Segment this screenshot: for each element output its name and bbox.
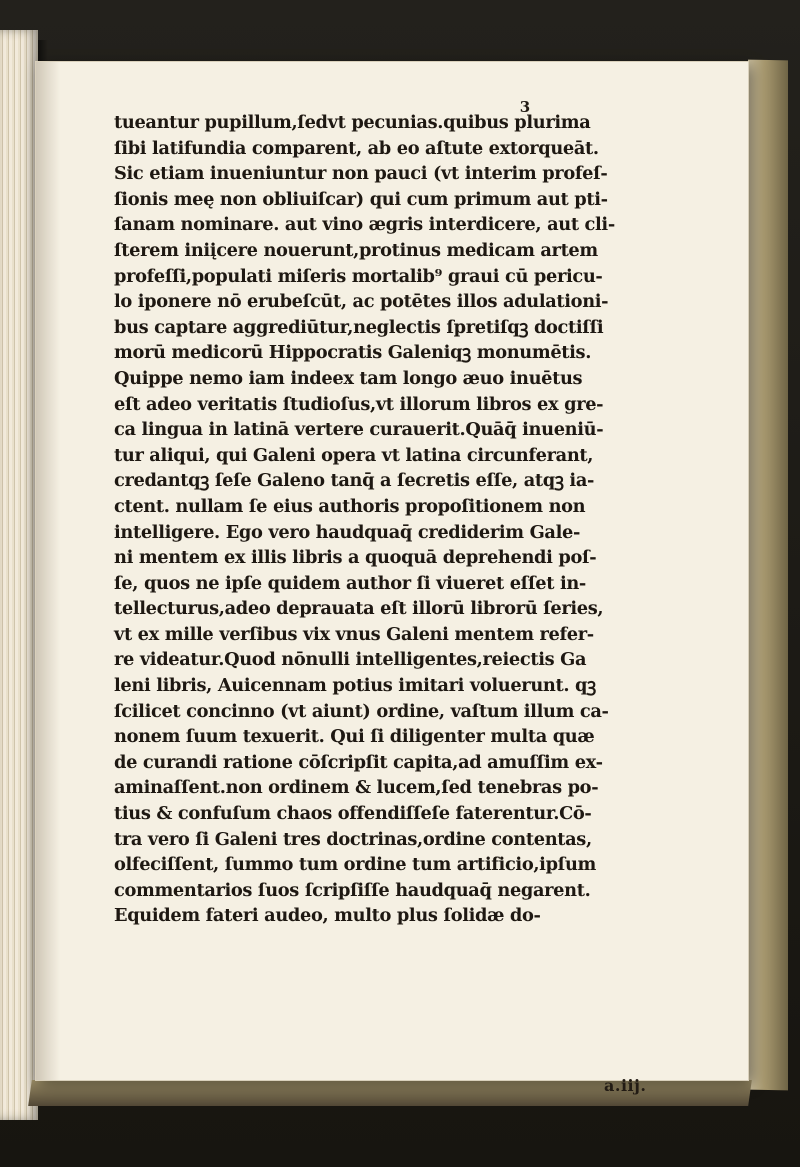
text-line: ſcilicet concinno (vt aiunt) ordine, vaſtum illum ca- [114,700,609,722]
text-line: vt ex mille verſibus vix vnus Galeni mentem refer- [114,623,594,645]
text-line: Sic etiam inueniuntur non pauci (vt interim profeſ- [114,163,608,185]
text-line: de curandi ratione cōſcripſit capita,ad amuſſim ex- [114,751,603,773]
text-line: tueantur pupillum,ſedvt pecunias.quibus plurima [114,112,591,133]
left-page-edge [0,30,38,1120]
text-line: ſionis meę non obliuiſcar) qui cum primum aut pti- [114,188,608,210]
text-line: ſanam nominare. aut vino ægris interdicere, aut cli- [114,214,615,236]
text-line: tra vero ſi Galeni tres doctrinas,ordine contentas, [114,828,592,850]
text-line: ca lingua in latinā vertere curauerit.Quāq̄ inueniū- [114,419,604,441]
book-page [36,62,748,1095]
text-line: intelligere. Ego vero haudquaq̄ crediderim Gale- [114,521,580,543]
text-line: tur aliqui, qui Galeni opera vt latina circunferant, [114,444,594,466]
text-line: lo iponere nō erubeſcūt, ac potētes illos adulationi- [114,291,609,313]
text-line: credantqꝫ ſeſe Galeno tanq̄ a ſecretis eſſe, atqꝫ ia- [114,470,595,492]
text-line: aminaſſent.non ordinem & lucem,ſed tenebras po- [114,777,599,799]
text-line: eſt adeo veritatis ſtudioſus,vt illorum libros ex gre- [114,393,604,415]
text-line: tius & confuſum chaos offendiſſeſe faterentur.Cō- [114,803,592,825]
text-line: ſibi latifundia comparent, ab eo aſtute extorqueāt. [114,137,599,159]
text-line: profeſſi,populati miſeris mortalib⁹ graui cū pericu- [114,265,603,287]
text-line: ni mentem ex illis libris a quoquā deprehendi poſ- [114,547,597,569]
text-line: re videatur.Quod nōnulli intelligentes,reiectis Ga [114,649,587,671]
text-line: ctent. nullam ſe eius authoris propoſitionem non [114,495,586,517]
text-line: tellecturus,adeo deprauata eſt illorū librorū ſeries, [114,598,604,620]
text-line: Quippe nemo iam indeex tam longo æuo inuētus [114,367,583,389]
text-line: bus captare aggrediūtur,neglectis ſpretiſqꝫ doctiſſi [114,316,604,338]
text-block [114,110,714,929]
text-line: Equidem fateri audeo, multo plus ſolidæ do- [114,905,541,927]
text-line: olfeciſſent, ſummo tum ordine tum artificio,ipſum [114,854,597,876]
right-page-edge [748,60,788,1091]
signature-mark: a.iij. [604,1076,647,1095]
text-line: commentarios ſuos ſcripſiſſe haudquaq̄ negarent. [114,879,591,901]
text-line: nonem ſuum texuerit. Qui ſi diligenter multa quæ [114,726,595,748]
text-line: ſterem iniįcere nouerunt,protinus medicam artem [114,239,598,261]
page-gutter [36,62,60,1080]
text-line: leni libris, Auicennam potius imitari voluerunt. qꝫ [114,675,596,697]
text-line: ſe, quos ne ipſe quidem author ſi viueret eſſet in- [114,572,586,594]
text-line: morū medicorū Hippocratis Galeniqꝫ monumētis. [114,342,592,364]
page-number: 3 [519,98,531,116]
